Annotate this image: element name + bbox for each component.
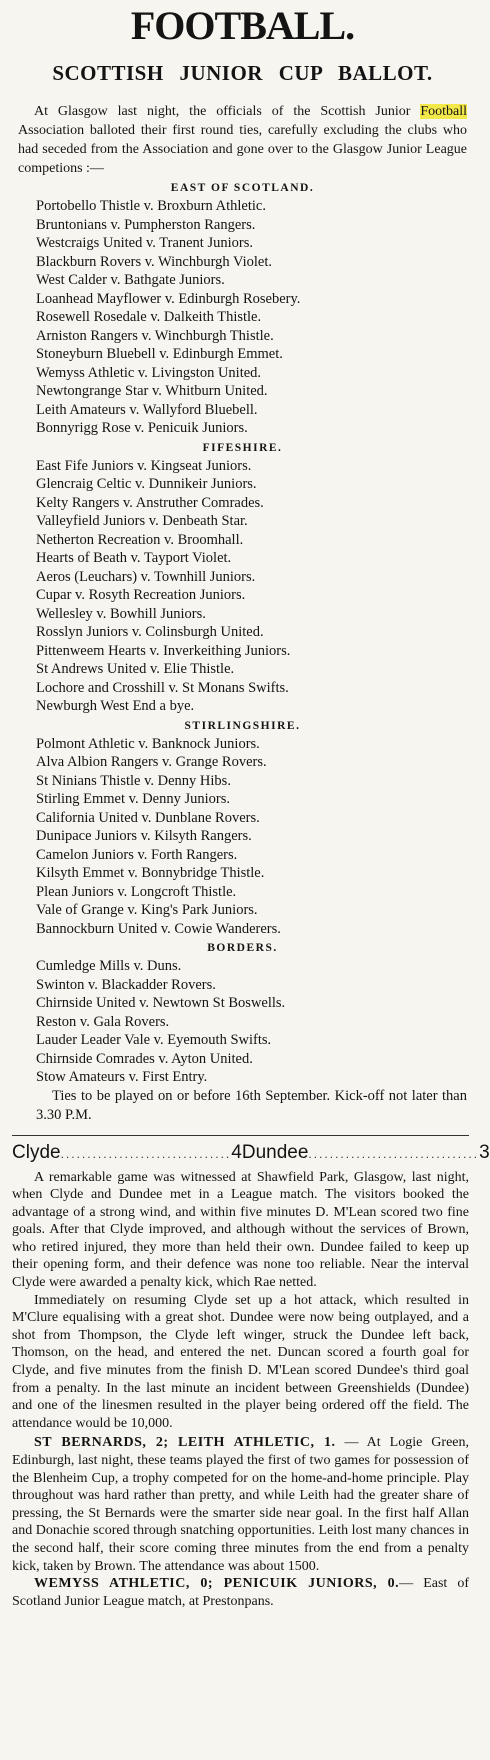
fixture-item: Hearts of Beath v. Tayport Violet. <box>36 550 232 566</box>
fixture-item: Pittenweem Hearts v. Inverkeithing Juniors. <box>36 642 291 659</box>
leader-dots: ................................ <box>60 1146 232 1161</box>
fixture-item: East Fife Juniors v. Kingseat Juniors. <box>36 457 252 474</box>
fixture-item: Valleyfield Juniors v. Denbeath Star. <box>36 513 248 529</box>
fixture-item: Alva Albion Rangers v. Grange Rovers. <box>36 754 267 770</box>
fixture-item: Lauder Leader Vale v. Eyemouth Swifts. <box>36 1032 272 1048</box>
headline: SCOTTISH JUNIOR CUP BALLOT. <box>52 61 433 85</box>
fixture-item: Polmont Athletic v. Banknock Juniors. <box>36 735 260 752</box>
fixture-item: Camelon Juniors v. Forth Rangers. <box>36 846 238 863</box>
fixture-item: Cumledge Mills v. Duns. <box>36 958 182 974</box>
highlighted-word: Football <box>420 104 467 119</box>
fixture-item: Kilsyth Emmet v. Bonnybridge Thistle. <box>36 865 265 881</box>
home-team: Clyde <box>12 1141 61 1163</box>
section-heading: STIRLINGSHIRE. <box>184 719 301 732</box>
away-score: 3 <box>479 1141 490 1163</box>
fixture-item: Loanhead Mayflower v. Edinburgh Rosebery. <box>36 290 301 307</box>
fixture-item: St Andrews United v. Elie Thistle. <box>36 661 235 677</box>
fixture-item: Reston v. Gala Rovers. <box>36 1013 170 1030</box>
fixture-item: Lochore and Crosshill v. St Monans Swifts. <box>36 679 289 696</box>
fixture-item: Glencraig Celtic v. Dunnikeir Juniors. <box>36 476 257 492</box>
fixture-item: Cupar v. Rosyth Recreation Juniors. <box>36 587 246 603</box>
fixture-item: Plean Juniors v. Longcroft Thistle. <box>36 883 237 900</box>
fixture-item: Stoneyburn Bluebell v. Edinburgh Emmet. <box>36 346 283 362</box>
kickoff-note: Ties to be played on or before 16th September. Kick-off not later than 3.30 P.M. <box>36 1087 467 1123</box>
fixture-item: Netherton Recreation v. Broomhall. <box>36 531 244 548</box>
fixture-sections <box>18 182 467 1087</box>
match-result <box>12 1141 490 1165</box>
fixture-item: Bonnyrigg Rose v. Penicuik Juniors. <box>36 420 248 436</box>
fixture-item: Blackburn Rovers v. Winchburgh Violet. <box>36 253 273 270</box>
fixture-item: Rosslyn Juniors v. Colinsburgh United. <box>36 624 264 640</box>
wemyss-head: WEMYSS ATHLETIC, 0; PENICUIK JUNIORS, 0. <box>34 1576 400 1592</box>
intro-text-rest: Association balloted their first round ties, carefully excluding the clubs who had seceded from the Association and gone over to the Glasgow Junior League competions :— <box>18 123 467 176</box>
fixture-item: West Calder v. Bathgate Juniors. <box>36 272 225 288</box>
fixture-item: Bannockburn United v. Cowie Wanderers. <box>36 920 281 937</box>
fixture-item: Newburgh West End a bye. <box>36 698 195 714</box>
intro-text: At Glasgow last night, the officials of the Scottish Junior <box>34 104 421 119</box>
fixture-item: Leith Amateurs v. Wallyford Bluebell. <box>36 401 258 418</box>
fixture-item: Portobello Thistle v. Broxburn Athletic. <box>36 198 266 214</box>
intro-paragraph <box>18 102 467 178</box>
column-rule <box>12 1135 469 1136</box>
away-team: Dundee <box>241 1141 309 1163</box>
section-heading: FIFESHIRE. <box>202 441 283 454</box>
fixture-item: Westcraigs United v. Tranent Juniors. <box>36 235 253 251</box>
fixture-item: Aeros (Leuchars) v. Townhill Juniors. <box>36 568 256 585</box>
fixture-item: Stow Amateurs v. First Entry. <box>36 1069 208 1085</box>
home-score: 4 <box>231 1141 242 1163</box>
report-paragraph-2: Immediately on resuming Clyde set up a hot attack, which resulted in M'Clure equalising with a great shot. Dundee were now being outplayed, and a shot from Thompson, the Clyde left winger, struck the Dundee left back, Thomson, on the head, and entered the net. Duncan scored a fourth goal for Clyde, and five minutes from the finish D. M'Lean scored Dundee's third goal from a penalty. In the last minute an incident between Greenshields (Dundee) and one of the linesmen resulted in the player being ordered off the field. The attendance would be 10,000. <box>12 1292 469 1431</box>
fixture-item: Chirnside United v. Newtown St Boswells. <box>36 995 286 1011</box>
fixture-list <box>36 957 467 1087</box>
st-bernards-body: — At Logie Green, Edinburgh, last night, these teams played the first of two games for possession of the Blenheim Cup, a trophy competed for on the home-and-home principle. Play throughout was hard rather than pretty, and while Leith had the greater share of pressing, the St Bernards were the smarter side near goal. In the first half Allan and Donachie scored through snatching opportunities. Leith lost many chances in the second half, their score coming three minutes from the end from a penalty kick, taken by Brown. The attendance was about 1500. <box>12 1435 469 1574</box>
section-heading: BORDERS. <box>207 942 278 954</box>
fixture-item: Wemyss Athletic v. Livingston United. <box>36 364 262 381</box>
fixture-list <box>36 735 467 939</box>
fixture-item: Arniston Rangers v. Winchburgh Thistle. <box>36 327 274 344</box>
fixture-item: St Ninians Thistle v. Denny Hibs. <box>36 772 231 789</box>
fixture-item: Chirnside Comrades v. Ayton United. <box>36 1050 253 1067</box>
st-bernards-report <box>12 1434 469 1575</box>
masthead: FOOTBALL. <box>130 3 355 48</box>
fixture-item: Newtongrange Star v. Whitburn United. <box>36 383 268 399</box>
fixture-item: California United v. Dunblane Rovers. <box>36 809 260 826</box>
fixture-item: Dunipace Juniors v. Kilsyth Rangers. <box>36 828 252 844</box>
st-bernards-head: ST BERNARDS, 2; LEITH ATHLETIC, 1. <box>34 1435 336 1451</box>
leader-dots-away: ................................ <box>308 1146 480 1161</box>
fixture-item: Bruntonians v. Pumpherston Rangers. <box>36 216 256 233</box>
fixture-item: Stirling Emmet v. Denny Juniors. <box>36 791 230 807</box>
fixture-list <box>36 457 467 716</box>
fixture-item: Rosewell Rosedale v. Dalkeith Thistle. <box>36 309 262 325</box>
fixture-item: Wellesley v. Bowhill Juniors. <box>36 605 206 622</box>
section-heading: EAST OF SCOTLAND. <box>170 182 315 194</box>
wemyss-body: — East of Scotland Junior League match, at Prestonpans. <box>12 1576 469 1609</box>
report-paragraph-1: A remarkable game was witnessed at Shawfield Park, Glasgow, last night, when Clyde and Dundee met in a League match. The visitors booked the advantage of a strong wind, and within five minutes D. M'Lean scored two fine goals. After that Clyde improved, and although without the services of Brown, who retired injured, they more than held their own. Dundee failed to keep up their opening form, and their defence was none too reliable. Near the interval Clyde were awarded a penalty kick, which Rae netted. <box>12 1169 469 1291</box>
wemyss-report <box>12 1575 469 1610</box>
fixture-item: Vale of Grange v. King's Park Juniors. <box>36 902 258 918</box>
fixture-item: Swinton v. Blackadder Rovers. <box>36 976 216 993</box>
fixture-item: Kelty Rangers v. Anstruther Comrades. <box>36 494 264 511</box>
fixture-list <box>36 197 467 438</box>
